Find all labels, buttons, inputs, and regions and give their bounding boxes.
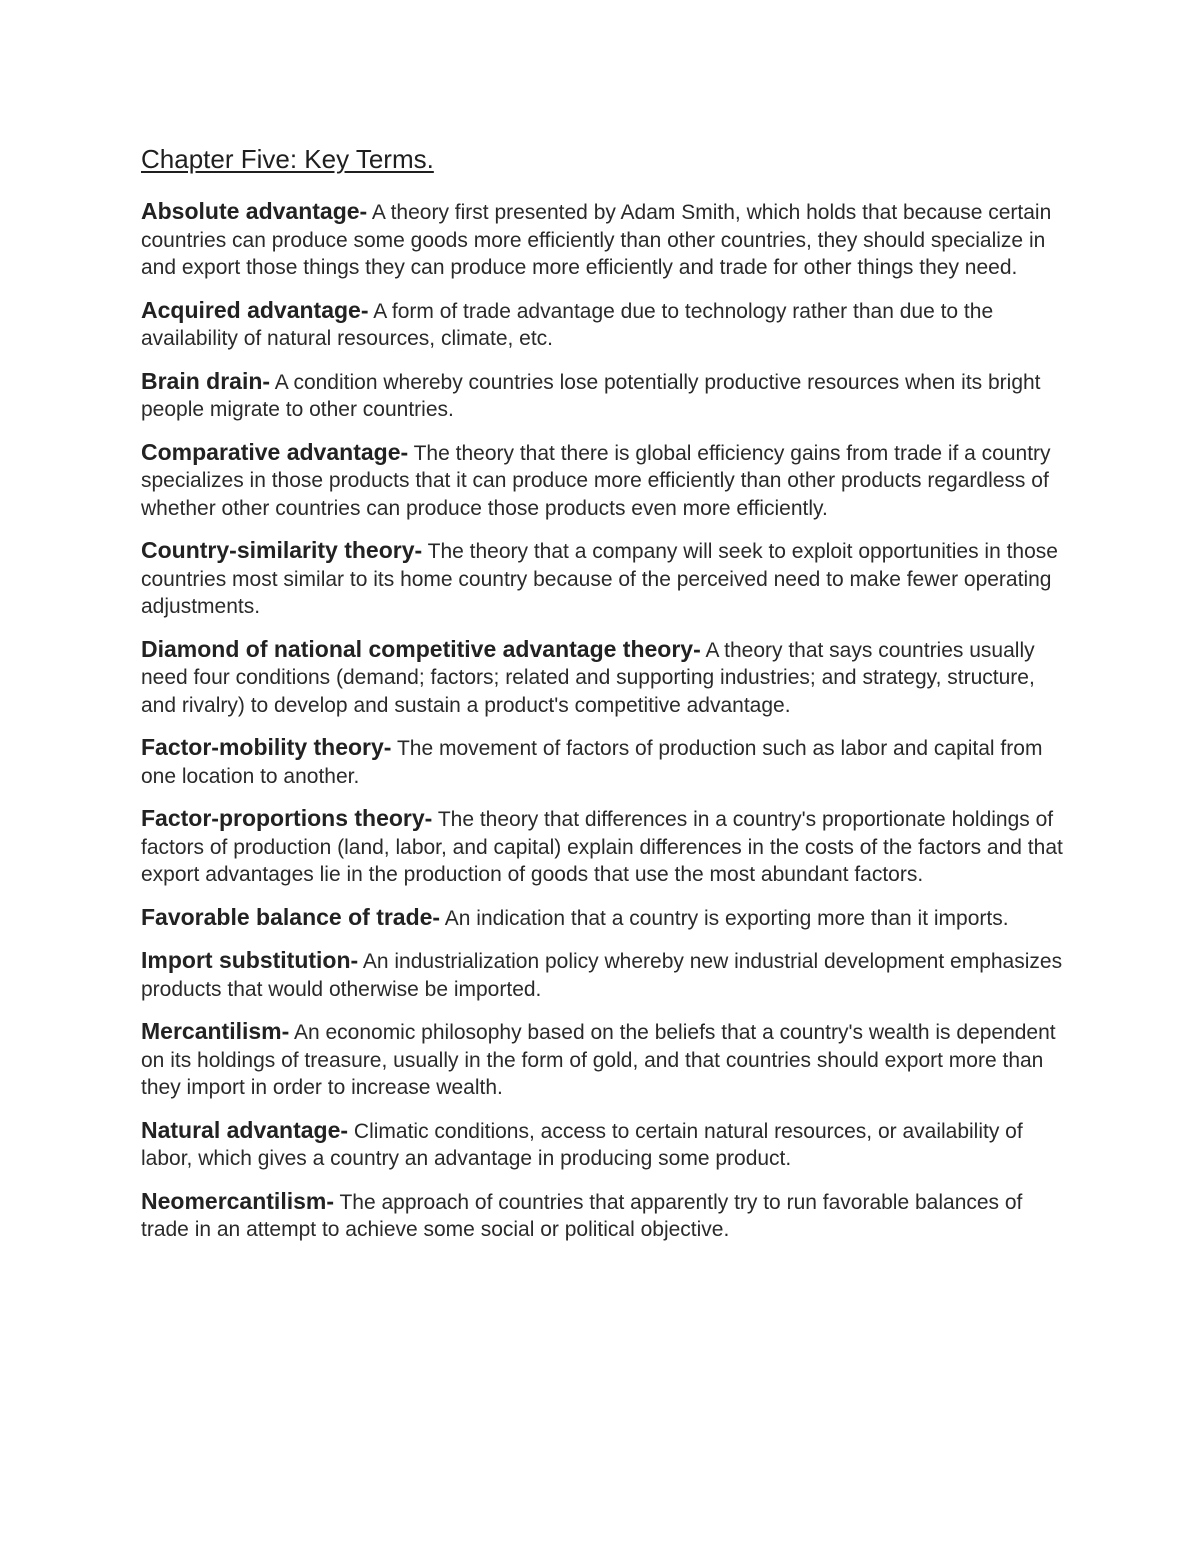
glossary-entry xyxy=(141,734,1066,790)
glossary-term: Absolute advantage- xyxy=(141,198,368,224)
glossary-term: Comparative advantage- xyxy=(141,438,409,465)
glossary-term: Factor-proportions theory- xyxy=(141,805,433,831)
glossary-term: Brain drain- xyxy=(141,367,271,394)
glossary-definition: The theory that there is global efficiency gains from trade if a country specializes in those products that it can produce more efficiently than other products regardless of whether other countries can produce those products even more efficiently. xyxy=(141,441,1051,520)
glossary-definition: A theory first presented by Adam Smith, which holds that because certain countries can produce some goods more efficiently than other countries, they should specialize in and export those things they can produce more efficiently and trade for other things they need. xyxy=(141,201,1052,279)
glossary-entry xyxy=(141,1117,1066,1173)
glossary-definition: An industrialization policy whereby new industrial development emphasizes products that would otherwise be imported. xyxy=(141,950,1063,1001)
glossary-definition: A condition whereby countries lose potentially productive resources when its bright people migrate to other countries. xyxy=(141,370,1041,421)
document-page xyxy=(141,142,1066,1259)
glossary-term: Natural advantage- xyxy=(141,1116,349,1143)
glossary-definition: A theory that says countries usually need four conditions (demand; factors; related and supporting industries; and strategy, structure, and rivalry) to develop and sustain a product's competitive advantage. xyxy=(141,638,1035,717)
glossary-entry xyxy=(141,1018,1066,1102)
glossary-definition: An indication that a country is exporting more than it imports. xyxy=(444,906,1009,930)
glossary-term: Mercantilism- xyxy=(141,1018,290,1044)
glossary-term: Import substitution- xyxy=(141,947,359,973)
glossary-definition: Climatic conditions, access to certain natural resources, or availability of labor, which gives a country an advantage in producing some product. xyxy=(141,1119,1023,1170)
glossary-term: Factor-mobility theory- xyxy=(141,734,392,760)
glossary-entry xyxy=(141,904,1066,933)
glossary-entry xyxy=(141,947,1066,1003)
glossary-entry xyxy=(141,537,1066,621)
page-title: Chapter Five: Key Terms. xyxy=(141,144,434,174)
glossary-entry xyxy=(141,439,1066,523)
glossary-entry xyxy=(141,368,1066,424)
glossary-definition: The movement of factors of production such as labor and capital from one location to another. xyxy=(141,737,1043,788)
glossary-entry xyxy=(141,636,1066,720)
glossary-definition: The approach of countries that apparently try to run favorable balances of trade in an attempt to achieve some social or political objective. xyxy=(141,1190,1023,1241)
glossary-term: Country-similarity theory- xyxy=(141,537,423,563)
glossary-term: Acquired advantage- xyxy=(141,296,369,323)
glossary-definition: The theory that a company will seek to exploit opportunities in those countries most similar to its home country because of the perceived need to make fewer operating adjustments. xyxy=(141,540,1058,618)
glossary-definition: A form of trade advantage due to technology rather than due to the availability of natural resources, climate, etc. xyxy=(141,299,994,350)
glossary-entry xyxy=(141,198,1066,282)
glossary-definition: An economic philosophy based on the beliefs that a country's wealth is dependent on its holdings of treasure, usually in the form of gold, and that countries should export more than they import in order to increase wealth. xyxy=(141,1021,1056,1099)
glossary-entry xyxy=(141,1188,1066,1244)
glossary-term: Neomercantilism- xyxy=(141,1187,335,1214)
glossary-definition: The theory that differences in a country's proportionate holdings of factors of production (land, labor, and capital) explain differences in the costs of the factors and that export advantages lie in the production of goods that use the most abundant factors. xyxy=(141,808,1063,886)
glossary-entry xyxy=(141,805,1066,889)
glossary-entry xyxy=(141,297,1066,353)
glossary-term: Favorable balance of trade- xyxy=(141,903,441,930)
glossary-term: Diamond of national competitive advantage theory- xyxy=(141,635,701,662)
